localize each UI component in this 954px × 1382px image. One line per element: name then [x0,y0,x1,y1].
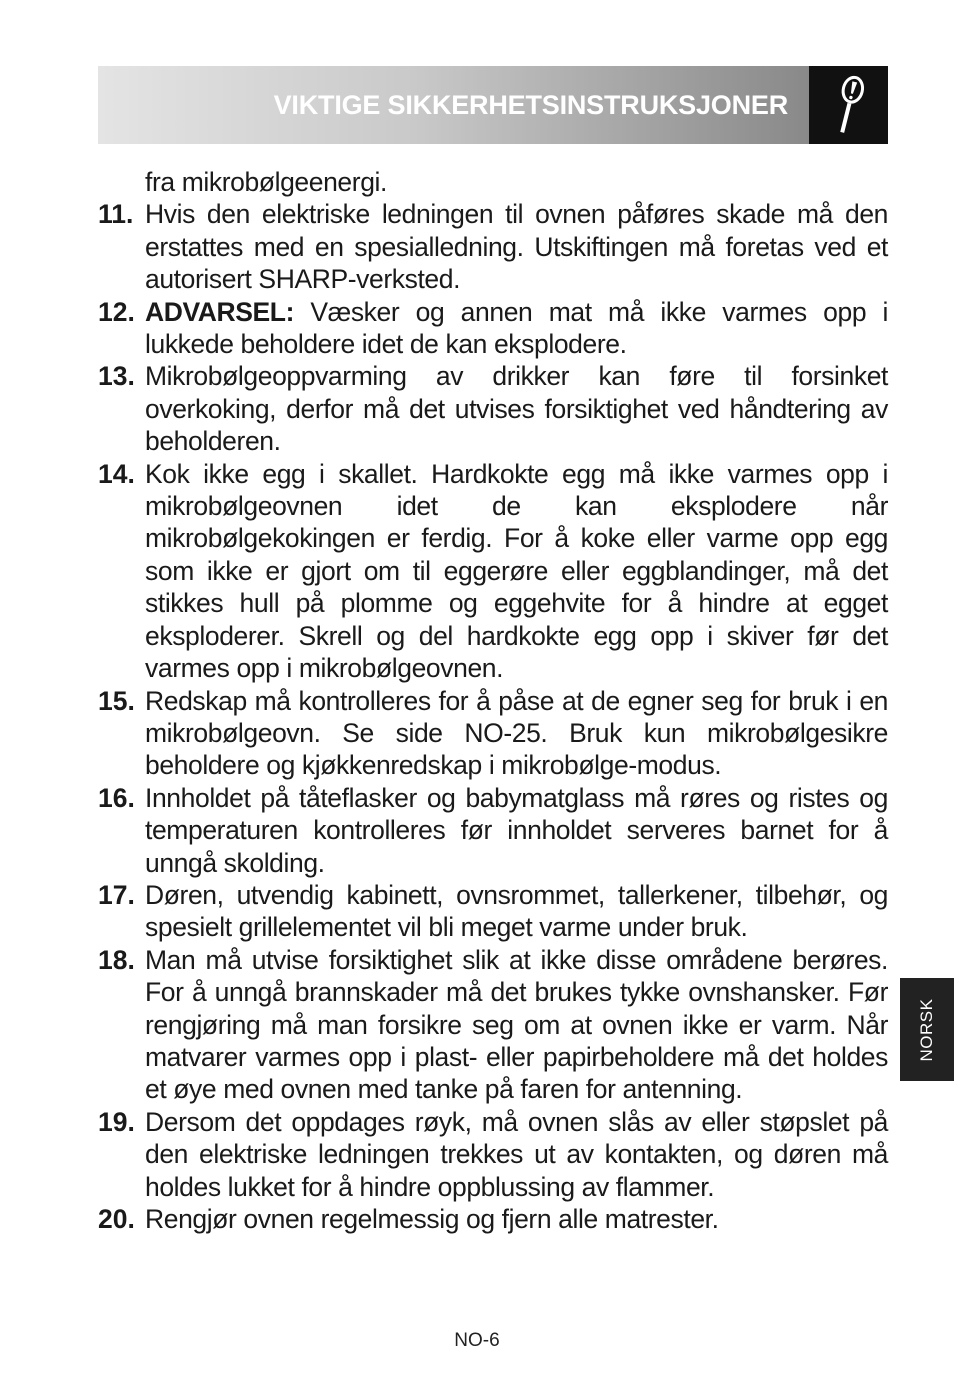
item-text: Innholdet på tåteflasker og babymatglass må røres og ristes og temperaturen kontrolleres før innholdet serveres barnet for å unngå skolding. [145,782,888,878]
item-text: Døren, utvendig kabinett, ovnsrommet, tallerkener, tilbehør, og spesielt grillelementet vil bli meget varme under bruk. [145,879,888,943]
item-text: Dersom det oppdages røyk, må ovnen slås av eller støpslet på den elektriske ledningen trekkes ut av kontakten, og døren må holdes lukket for å hindre oppblussing av flammer. [145,1106,888,1202]
item-text: Redskap må kontrolleres for å påse at de egner seg for bruk i en mikrobølgeovn. Se side NO-25. Bruk kun mikrobølgesikre beholdere og kjøkkenredskap i mikrobølge-modus. [145,685,888,781]
instruction-item [98,198,888,295]
instruction-item [98,944,888,1106]
instruction-list [98,166,888,1235]
instruction-item [98,296,888,361]
item-number: 19. [98,1106,135,1137]
section-title: VIKTIGE SIKKERHETSINSTRUKSJONER [273,90,788,120]
page-number: NO-6 [454,1330,500,1351]
warning-exclamation-icon [827,72,869,138]
instruction-item [98,685,888,782]
item-text: Væsker og annen mat må ikke varmes opp i lukkede beholdere idet de kan eksplodere. [145,296,888,360]
section-header [98,66,888,144]
instruction-item [98,360,888,457]
item-text: Mikrobølgeoppvarming av drikker kan føre til forsinket overkoking, derfor må det utvises forsiktighet ved håndtering av beholderen. [145,361,888,457]
item-number: 17. [98,879,135,910]
instruction-item [98,1203,888,1235]
item-number: 11. [98,199,134,230]
item-warning-label: ADVARSEL: [145,296,295,327]
language-tab [900,978,954,1081]
item-number: 16. [98,782,135,813]
item-text: Rengjør ovnen regelmessig og fjern alle matrester. [145,1204,719,1234]
item-text: Hvis den elektriske ledningen til ovnen påføres skade må den erstattes med en spesialledning. Utskiftingen må foretas ved et autorisert SHARP-verksted. [145,199,888,295]
item-text: Man må utvise forsiktighet slik at ikke disse områdene berøres. For å unngå brannskader må det brukes tykke ovnshansker. Før rengjøring må man forsikre seg om at ovnen ikke er varm. Når matvarer varmes opp i plast- eller papirbeholdere må det holdes et øye med ovnen med tanke på faren for antenning. [145,944,888,1105]
instruction-item [98,782,888,879]
item-number: 13. [98,361,135,392]
warning-icon-box [809,66,888,144]
item-number: 12. [98,296,135,327]
item-number: 14. [98,458,135,489]
item-number: 20. [98,1204,135,1234]
instruction-item [98,458,888,685]
instruction-item [98,879,888,944]
continuation-text: fra mikrobølgeenergi. [145,167,387,197]
instruction-item [98,1106,888,1203]
item-number: 15. [98,685,135,716]
item-number: 18. [98,944,135,975]
language-label: NORSK [917,998,936,1061]
item-text: Kok ikke egg i skallet. Hardkokte egg må ikke varmes opp i mikrobølgeovnen idet de kan eksplodere når mikrobølgekokingen er ferdig. For å koke eller varme opp egg som ikke er gjort om til eggerøre eller eggblandinger, må det stikkes hull på plomme og eggehvite for å hindre at egget eksploderer. Skrell og del hardkokte egg opp i skiver før det varmes opp i mikrobølgeovnen. [145,458,888,684]
